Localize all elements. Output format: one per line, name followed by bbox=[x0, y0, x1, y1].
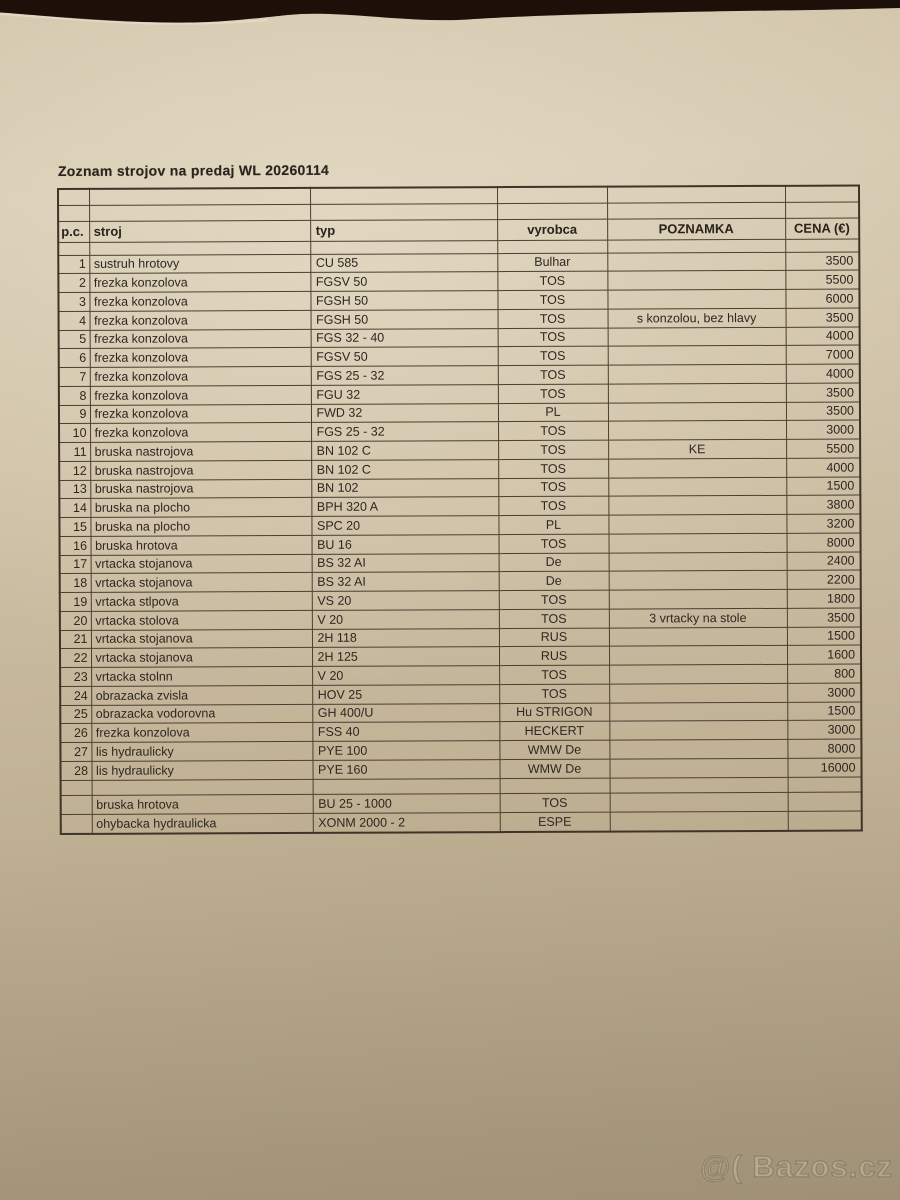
cell-poznamka bbox=[609, 721, 787, 741]
cell-poznamka bbox=[608, 383, 786, 403]
cell-stroj: vrtacka stojanova bbox=[91, 629, 312, 649]
cell-vyrobca: PL bbox=[498, 403, 608, 422]
cell-poznamka bbox=[609, 664, 787, 684]
cell-pc: 24 bbox=[60, 686, 91, 705]
cell-cena: 6000 bbox=[785, 289, 859, 308]
cell-poznamka bbox=[608, 458, 786, 478]
cell-cena: 4000 bbox=[786, 327, 860, 346]
cell-vyrobca: De bbox=[499, 553, 609, 572]
cell-vyrobca: ESPE bbox=[500, 812, 610, 832]
cell-pc: 21 bbox=[60, 630, 91, 649]
table-row bbox=[61, 811, 862, 834]
cell-typ: BN 102 bbox=[311, 478, 498, 498]
cell-cena: 1600 bbox=[787, 645, 861, 664]
machine-table-body bbox=[58, 186, 862, 834]
cell-cena: 16000 bbox=[787, 758, 861, 777]
cell-stroj: frezka konzolova bbox=[90, 404, 311, 424]
cell-vyrobca: TOS bbox=[498, 440, 608, 459]
spacer-cell bbox=[497, 203, 607, 219]
cell-typ: 2H 118 bbox=[312, 628, 499, 648]
cell-typ: FGU 32 bbox=[311, 384, 498, 404]
cell-cena: 1800 bbox=[787, 589, 861, 608]
spacer-cell bbox=[310, 187, 497, 204]
cell-stroj: vrtacka stojanova bbox=[91, 573, 312, 593]
cell-poznamka bbox=[609, 589, 787, 609]
cell-vyrobca: TOS bbox=[498, 478, 608, 497]
cell-pc: 25 bbox=[60, 705, 91, 724]
cell-vyrobca: WMW De bbox=[499, 759, 609, 778]
cell-stroj: bruska nastrojova bbox=[90, 460, 311, 480]
cell-poznamka bbox=[608, 496, 786, 516]
cell-pc: 12 bbox=[59, 461, 90, 480]
cell-poznamka: s konzolou, bez hlavy bbox=[608, 308, 786, 328]
cell-vyrobca: TOS bbox=[500, 793, 610, 813]
cell-pc bbox=[61, 814, 92, 834]
cell-poznamka bbox=[610, 811, 788, 831]
cell-cena: 4000 bbox=[786, 364, 860, 383]
cell-pc: 17 bbox=[60, 555, 91, 574]
cell-cena: 5500 bbox=[786, 439, 860, 458]
spacer-cell bbox=[500, 778, 610, 793]
cell-cena: 3200 bbox=[786, 514, 860, 533]
spacer-cell bbox=[310, 240, 497, 254]
cell-stroj: obrazacka vodorovna bbox=[91, 704, 312, 724]
cell-stroj: vrtacka stlpova bbox=[91, 591, 312, 611]
cell-poznamka bbox=[608, 421, 786, 441]
cell-pc: 6 bbox=[59, 349, 90, 368]
cell-vyrobca: TOS bbox=[499, 609, 609, 628]
cell-stroj: lis hydraulicky bbox=[91, 760, 312, 780]
cell-pc: 10 bbox=[59, 424, 90, 443]
cell-pc: 26 bbox=[60, 724, 91, 743]
spacer-cell bbox=[607, 202, 785, 219]
cell-vyrobca: TOS bbox=[497, 290, 607, 309]
cell-cena bbox=[788, 792, 862, 812]
cell-pc: 27 bbox=[60, 742, 91, 761]
cell-stroj: vrtacka stolova bbox=[91, 610, 312, 630]
cell-cena: 800 bbox=[787, 664, 861, 683]
cell-poznamka bbox=[610, 792, 788, 812]
cell-typ: FGSV 50 bbox=[311, 347, 498, 367]
cell-typ: XONM 2000 - 2 bbox=[313, 813, 500, 833]
cell-vyrobca: De bbox=[499, 571, 609, 590]
cell-poznamka bbox=[609, 571, 787, 591]
cell-typ: V 20 bbox=[312, 609, 499, 629]
cell-pc: 2 bbox=[58, 274, 89, 293]
cell-typ: PYE 160 bbox=[312, 759, 499, 779]
machine-table bbox=[57, 185, 863, 835]
spacer-cell bbox=[89, 188, 310, 205]
column-header-cena: CENA (€) bbox=[785, 218, 859, 239]
cell-poznamka bbox=[608, 402, 786, 422]
cell-vyrobca: Bulhar bbox=[497, 253, 607, 272]
cell-vyrobca: TOS bbox=[498, 496, 608, 515]
cell-stroj: bruska hrotova bbox=[91, 535, 312, 555]
cell-vyrobca: PL bbox=[498, 515, 608, 534]
cell-typ: 2H 125 bbox=[312, 647, 499, 667]
cell-cena: 3800 bbox=[786, 495, 860, 514]
cell-stroj: bruska nastrojova bbox=[90, 441, 311, 461]
cell-typ: FGS 25 - 32 bbox=[311, 366, 498, 386]
cell-typ: BU 25 - 1000 bbox=[313, 793, 500, 813]
cell-typ: FGSV 50 bbox=[310, 272, 497, 292]
spacer-cell bbox=[61, 780, 92, 795]
cell-pc: 9 bbox=[59, 405, 90, 424]
cell-stroj: sustruh hrotovy bbox=[89, 254, 310, 274]
spacer-cell bbox=[89, 204, 310, 221]
spacer-cell bbox=[610, 777, 788, 793]
cell-stroj: ohybacka hydraulicka bbox=[92, 813, 313, 833]
cell-typ: BPH 320 A bbox=[311, 497, 498, 517]
cell-stroj: bruska na plocho bbox=[90, 516, 311, 536]
cell-vyrobca: TOS bbox=[499, 665, 609, 684]
spacer-cell bbox=[497, 240, 607, 253]
cell-pc: 20 bbox=[60, 611, 91, 630]
cell-poznamka bbox=[609, 702, 787, 722]
cell-stroj: bruska na plocho bbox=[90, 498, 311, 518]
cell-typ: PYE 100 bbox=[312, 741, 499, 761]
cell-pc: 3 bbox=[58, 292, 89, 311]
cell-poznamka bbox=[607, 271, 785, 291]
cell-poznamka: KE bbox=[608, 439, 786, 459]
cell-stroj: obrazacka zvisla bbox=[91, 685, 312, 705]
cell-vyrobca: TOS bbox=[498, 384, 608, 403]
spacer-cell bbox=[607, 239, 785, 253]
cell-pc: 11 bbox=[59, 442, 90, 461]
spacer-cell bbox=[785, 239, 859, 252]
cell-pc: 14 bbox=[59, 499, 90, 518]
column-header-pc: p.c. bbox=[58, 221, 89, 242]
cell-pc: 19 bbox=[60, 592, 91, 611]
cell-poznamka bbox=[609, 683, 787, 703]
cell-pc: 5 bbox=[59, 330, 90, 349]
spacer-cell bbox=[58, 242, 89, 255]
cell-typ: FGSH 50 bbox=[311, 309, 498, 329]
cell-poznamka: 3 vrtacky na stole bbox=[609, 608, 787, 628]
cell-cena: 1500 bbox=[786, 477, 860, 496]
cell-stroj: vrtacka stojanova bbox=[91, 648, 312, 668]
cell-vyrobca: TOS bbox=[498, 421, 608, 440]
cell-stroj: bruska nastrojova bbox=[90, 479, 311, 499]
spacer-cell bbox=[607, 186, 785, 203]
column-header-stroj: stroj bbox=[89, 220, 310, 242]
page-title: Zoznam strojov na predaj WL 20260114 bbox=[57, 161, 330, 180]
cell-cena: 2200 bbox=[787, 570, 861, 589]
cell-poznamka bbox=[609, 533, 787, 553]
cell-stroj: frezka konzolova bbox=[90, 423, 311, 443]
spacer-cell bbox=[313, 778, 500, 794]
cell-cena: 1500 bbox=[787, 627, 861, 646]
cell-vyrobca: TOS bbox=[499, 684, 609, 703]
cell-poznamka bbox=[608, 364, 786, 384]
bazos-watermark: @( Bazos.cz bbox=[700, 1149, 893, 1184]
cell-typ: FGSH 50 bbox=[310, 291, 497, 311]
cell-typ: FSS 40 bbox=[312, 722, 499, 742]
cell-cena: 3500 bbox=[786, 402, 860, 421]
cell-cena: 3000 bbox=[787, 683, 861, 702]
cell-typ: SPC 20 bbox=[311, 516, 498, 536]
cell-stroj: vrtacka stojanova bbox=[91, 554, 312, 574]
cell-cena: 5500 bbox=[785, 270, 859, 289]
cell-vyrobca: RUS bbox=[499, 646, 609, 665]
cell-typ: BS 32 AI bbox=[312, 572, 499, 592]
cell-vyrobca: TOS bbox=[499, 590, 609, 609]
cell-typ: HOV 25 bbox=[312, 684, 499, 704]
cell-pc: 16 bbox=[60, 536, 91, 555]
cell-typ: V 20 bbox=[312, 666, 499, 686]
cell-cena: 2400 bbox=[787, 552, 861, 571]
cell-vyrobca: TOS bbox=[498, 328, 608, 347]
cell-vyrobca: TOS bbox=[497, 271, 607, 290]
cell-cena: 1500 bbox=[787, 702, 861, 721]
cell-stroj: lis hydraulicky bbox=[91, 741, 312, 761]
cell-stroj: frezka konzolova bbox=[90, 348, 311, 368]
column-header-poznamka: POZNAMKA bbox=[607, 218, 785, 240]
spacer-cell bbox=[310, 203, 497, 220]
cell-poznamka bbox=[609, 739, 787, 759]
cell-cena: 3500 bbox=[786, 308, 860, 327]
cell-poznamka bbox=[608, 327, 786, 347]
cell-cena bbox=[788, 811, 862, 831]
cell-poznamka bbox=[607, 289, 785, 309]
cell-typ: FGS 32 - 40 bbox=[311, 328, 498, 348]
spacer-cell bbox=[788, 777, 862, 792]
cell-pc: 7 bbox=[59, 367, 90, 386]
cell-pc: 15 bbox=[59, 517, 90, 536]
cell-vyrobca: TOS bbox=[499, 534, 609, 553]
spacer-cell bbox=[785, 202, 859, 218]
cell-typ: FWD 32 bbox=[311, 403, 498, 423]
cell-typ: BN 102 C bbox=[311, 441, 498, 461]
cell-stroj: frezka konzolova bbox=[90, 310, 311, 330]
cell-poznamka bbox=[608, 477, 786, 497]
cell-vyrobca: Hu STRIGON bbox=[499, 703, 609, 722]
cell-pc: 22 bbox=[60, 649, 91, 668]
cell-typ: BU 16 bbox=[312, 534, 499, 554]
cell-pc: 28 bbox=[60, 761, 91, 780]
cell-stroj: vrtacka stolnn bbox=[91, 666, 312, 686]
cell-vyrobca: TOS bbox=[498, 459, 608, 478]
cell-poznamka bbox=[609, 627, 787, 647]
cell-vyrobca: TOS bbox=[498, 346, 608, 365]
cell-stroj: frezka konzolova bbox=[90, 385, 311, 405]
cell-poznamka bbox=[608, 346, 786, 366]
cell-typ: VS 20 bbox=[312, 591, 499, 611]
spacer-cell bbox=[92, 779, 313, 795]
cell-poznamka bbox=[608, 514, 786, 534]
cell-poznamka bbox=[609, 646, 787, 666]
cell-pc: 4 bbox=[59, 311, 90, 330]
cell-pc: 18 bbox=[60, 574, 91, 593]
spacer-cell bbox=[785, 186, 859, 202]
cell-cena: 8000 bbox=[787, 739, 861, 758]
cell-vyrobca: HECKERT bbox=[499, 721, 609, 740]
column-header-vyrobca: vyrobca bbox=[497, 219, 607, 240]
cell-stroj: bruska hrotova bbox=[92, 794, 313, 814]
cell-typ: CU 585 bbox=[310, 253, 497, 273]
cell-typ: BS 32 AI bbox=[312, 553, 499, 573]
cell-vyrobca: TOS bbox=[498, 309, 608, 328]
cell-poznamka bbox=[609, 758, 787, 778]
cell-vyrobca: WMW De bbox=[499, 740, 609, 759]
cell-cena: 8000 bbox=[787, 533, 861, 552]
cell-stroj: frezka konzolova bbox=[89, 273, 310, 293]
cell-cena: 4000 bbox=[786, 458, 860, 477]
cell-cena: 3500 bbox=[786, 383, 860, 402]
cell-pc: 8 bbox=[59, 386, 90, 405]
cell-stroj: frezka konzolova bbox=[90, 366, 311, 386]
cell-poznamka bbox=[607, 252, 785, 272]
spacer-cell bbox=[58, 189, 89, 205]
cell-stroj: frezka konzolova bbox=[89, 291, 310, 311]
cell-stroj: frezka konzolova bbox=[90, 329, 311, 349]
cell-pc: 13 bbox=[59, 480, 90, 499]
cell-stroj: frezka konzolova bbox=[91, 723, 312, 743]
cell-vyrobca: RUS bbox=[499, 628, 609, 647]
cell-vyrobca: TOS bbox=[498, 365, 608, 384]
column-header-typ: typ bbox=[310, 219, 497, 241]
cell-cena: 3000 bbox=[787, 720, 861, 739]
cell-cena: 3000 bbox=[786, 420, 860, 439]
cell-cena: 7000 bbox=[786, 345, 860, 364]
spacer-cell bbox=[58, 205, 89, 221]
cell-cena: 3500 bbox=[787, 608, 861, 627]
spacer-cell bbox=[497, 187, 607, 203]
cell-cena: 3500 bbox=[785, 252, 859, 271]
cell-typ: GH 400/U bbox=[312, 703, 499, 723]
cell-pc: 1 bbox=[58, 255, 89, 274]
cell-typ: FGS 25 - 32 bbox=[311, 422, 498, 442]
spacer-cell bbox=[89, 241, 310, 255]
cell-pc bbox=[61, 795, 92, 815]
cell-poznamka bbox=[609, 552, 787, 572]
cell-typ: BN 102 C bbox=[311, 459, 498, 479]
cell-pc: 23 bbox=[60, 667, 91, 686]
